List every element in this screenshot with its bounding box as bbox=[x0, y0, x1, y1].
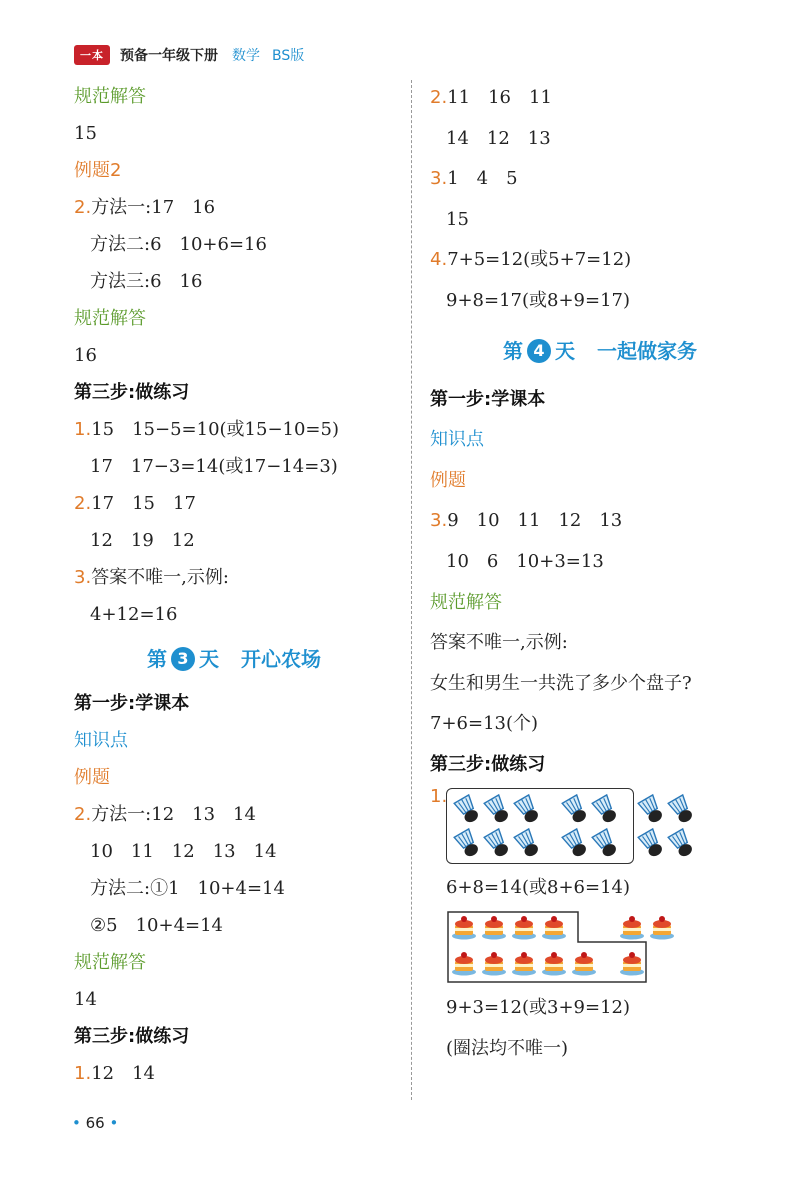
answer-text: 答案不唯一,示例: bbox=[91, 567, 229, 588]
day-suffix: 天 bbox=[199, 647, 219, 671]
answer-text: 12 14 bbox=[91, 1063, 155, 1084]
answer-line: 方法二:6 10+6=16 bbox=[90, 234, 267, 255]
shuttlecock-icons bbox=[446, 788, 708, 866]
answer-line bbox=[74, 1055, 394, 1092]
day-prefix: 第 bbox=[503, 338, 523, 363]
day-title bbox=[74, 633, 394, 685]
item-number: 3. bbox=[430, 168, 448, 190]
answer-line bbox=[430, 240, 770, 281]
item-number: 2. bbox=[74, 197, 92, 218]
item-number: 4. bbox=[430, 249, 448, 271]
left-column bbox=[74, 78, 394, 1092]
answer-line: 12 19 12 bbox=[90, 530, 195, 551]
answer-line: ②5 10+4=14 bbox=[90, 915, 224, 936]
answer-text: 17 15 17 bbox=[91, 493, 196, 514]
knowledge-heading: 知识点 bbox=[74, 730, 128, 751]
answer-line bbox=[74, 485, 394, 522]
answer-line: 16 bbox=[74, 345, 97, 366]
answer-line: 方法二:①1 10+4=14 bbox=[90, 878, 285, 899]
page-number: • 66 • bbox=[72, 1114, 119, 1132]
step-heading: 第三步:做练习 bbox=[74, 382, 190, 403]
answer-line bbox=[430, 159, 770, 200]
answer-line: 10 6 10+3=13 bbox=[446, 550, 604, 572]
answer-line bbox=[74, 411, 394, 448]
answer-line: 15 bbox=[446, 208, 469, 230]
section-heading: 规范解答 bbox=[74, 952, 146, 973]
answer-line: 答案不唯一,示例: bbox=[430, 632, 568, 654]
right-column bbox=[430, 78, 770, 1069]
answer-text: 11 16 11 bbox=[447, 87, 552, 108]
item-number: 2. bbox=[430, 87, 448, 108]
book-title: 预备一年级下册 bbox=[120, 48, 218, 64]
answer-line: 9+8=17(或8+9=17) bbox=[446, 289, 630, 311]
step-heading: 第三步:做练习 bbox=[74, 1026, 190, 1047]
answer-line: 6+8=14(或8+6=14) bbox=[446, 876, 630, 898]
answer-line: 17 17−3=14(或17−14=3) bbox=[90, 456, 338, 477]
day-topic: 开心农场 bbox=[241, 647, 321, 671]
day-prefix: 第 bbox=[147, 647, 167, 671]
item-number: 1. bbox=[74, 1063, 92, 1084]
section-heading: 规范解答 bbox=[74, 86, 146, 107]
example-heading: 例题 bbox=[430, 469, 466, 491]
answer-line bbox=[74, 189, 394, 226]
answer-line bbox=[74, 796, 394, 833]
item-number: 2. bbox=[74, 493, 92, 514]
day-number-badge: 3 bbox=[171, 647, 195, 671]
cake-icons bbox=[446, 910, 686, 988]
answer-line: 14 bbox=[74, 989, 97, 1010]
answer-text: 方法一:12 13 14 bbox=[91, 804, 256, 825]
subject-label: 数学 bbox=[232, 48, 260, 64]
cake-figure bbox=[430, 908, 770, 988]
page-number-text: 66 bbox=[85, 1114, 105, 1132]
question-line: 女生和男生一共洗了多少个盘子? bbox=[430, 672, 692, 694]
item-number: 1. bbox=[74, 419, 92, 440]
section-heading: 规范解答 bbox=[74, 308, 146, 329]
shuttlecock-group bbox=[446, 788, 706, 864]
shuttlecock-figure bbox=[430, 786, 770, 868]
answer-line: 10 11 12 13 14 bbox=[90, 841, 277, 862]
column-divider bbox=[411, 80, 412, 1100]
knowledge-heading: 知识点 bbox=[430, 429, 484, 451]
day-suffix: 天 bbox=[555, 338, 575, 363]
answer-text: 7+5=12(或5+7=12) bbox=[447, 249, 632, 271]
answer-text: 方法一:17 16 bbox=[91, 197, 216, 218]
day-topic: 一起做家务 bbox=[597, 338, 697, 363]
answer-line bbox=[430, 501, 770, 542]
step-heading: 第一步:学课本 bbox=[74, 693, 190, 714]
answer-text: 15 15−5=10(或15−10=5) bbox=[91, 419, 339, 440]
item-number: 3. bbox=[74, 567, 92, 588]
item-number: 3. bbox=[430, 510, 448, 532]
answer-line: 9+3=12(或3+9=12) bbox=[446, 997, 630, 1019]
answer-text: 9 10 11 12 13 bbox=[447, 510, 623, 532]
answer-line bbox=[430, 78, 770, 119]
step-heading: 第一步:学课本 bbox=[430, 388, 546, 410]
page-header bbox=[74, 44, 304, 66]
answer-line bbox=[74, 559, 394, 596]
edition-label: BS版 bbox=[272, 48, 305, 64]
day-number-badge: 4 bbox=[527, 339, 551, 363]
answer-line: 4+12=16 bbox=[90, 604, 178, 625]
section-heading: 规范解答 bbox=[430, 591, 502, 613]
answer-line: 14 12 13 bbox=[446, 127, 551, 149]
day-title bbox=[430, 322, 770, 380]
step-heading: 第三步:做练习 bbox=[430, 753, 546, 775]
answer-line: 15 bbox=[74, 123, 97, 144]
brand-logo: 一本 bbox=[74, 45, 110, 65]
answer-text: 1 4 5 bbox=[447, 168, 518, 190]
answer-line: 7+6=13(个) bbox=[430, 713, 539, 735]
example-heading: 例题2 bbox=[74, 160, 122, 181]
item-number: 2. bbox=[74, 804, 92, 825]
note-line: (圈法均不唯一) bbox=[446, 1037, 569, 1059]
answer-line: 方法三:6 16 bbox=[90, 271, 203, 292]
example-heading: 例题 bbox=[74, 767, 110, 788]
item-number: 1. bbox=[430, 785, 448, 807]
